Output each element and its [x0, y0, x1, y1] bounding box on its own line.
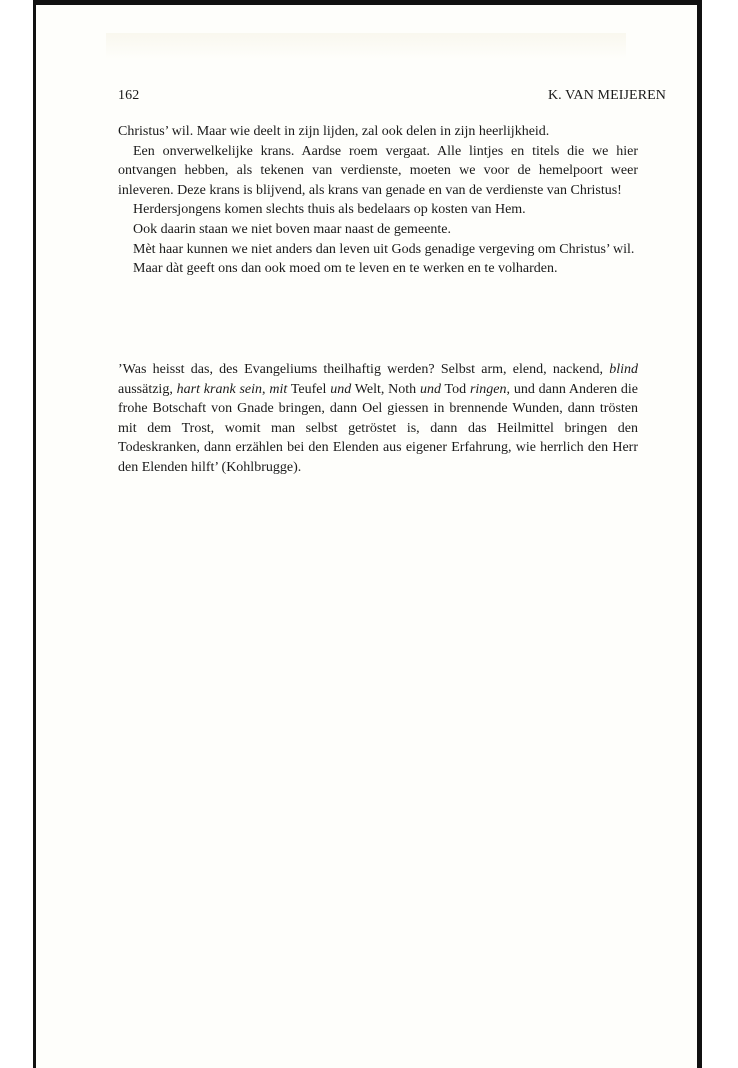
quote-text: aussätzig, [118, 381, 177, 397]
paragraph-continuation: Christus’ wil. Maar wie deelt in zijn lijden, zal ook delen in zijn heerlijkheid. [118, 124, 550, 139]
body-text [118, 122, 638, 279]
paragraph-herdersjongens: Herdersjongens komen slechts thuis als bedelaars op kosten van Hem. [133, 202, 526, 218]
paragraph-moed: Maar dàt geeft ons dan ook moed om te leven en te werken en te volharden. [133, 261, 558, 277]
paragraph-krans: Een onverwelkelijke krans. Aardse roem vergaat. Alle lintjes en titels die we hier ontvangen hebben, als tekenen van verdienste, moeten we voor de hemelpoort weer inleveren. Deze krans is blijvend, als krans van genade en van de verdienste van Christus! [118, 143, 638, 198]
page-number: 162 [118, 88, 140, 103]
quote-text: Tod [440, 381, 470, 397]
quote-text: , und dann Anderen die frohe Botschaft von Gnade bringen, dann Oel giessen in brennende Wunden, dann trösten mit dem Trost, womit man selbst getröstet is, dann das Heilmittel bringen den Todeskranken, dann erzählen bei den Elenden aus eigener Erfahrung, wie herrlich den Herr den Elenden hilft’ (Kohlbrugge). [118, 381, 639, 475]
paragraph-gemeente: Ook daarin staan we niet boven maar naast de gemeente. [133, 221, 451, 237]
book-page [33, 0, 702, 1068]
quote-text: , [262, 381, 270, 397]
paragraph-vergeving: Mèt haar kunnen we niet anders dan leven uit Gods genadige vergeving om Christus’ wil. [133, 241, 635, 257]
quote-emphasis: ringen [469, 381, 507, 397]
running-head-author: K. VAN MEIJEREN [547, 88, 666, 103]
quote-emphasis: hart krank sein [176, 381, 263, 397]
quote-emphasis: und [330, 381, 352, 397]
quote-emphasis: mit [269, 381, 288, 397]
quote-text: ’Was heisst das, des Evangeliums theilhaftig werden? Selbst arm, elend, nackend, [118, 362, 610, 377]
quote-emphasis: und [419, 381, 441, 397]
page-discoloration [106, 33, 626, 59]
quote-emphasis: blind [609, 362, 638, 377]
kohlbrugge-quote [118, 360, 638, 478]
quote-text: Welt, Noth [351, 381, 420, 397]
quote-text: Teufel [287, 381, 331, 397]
